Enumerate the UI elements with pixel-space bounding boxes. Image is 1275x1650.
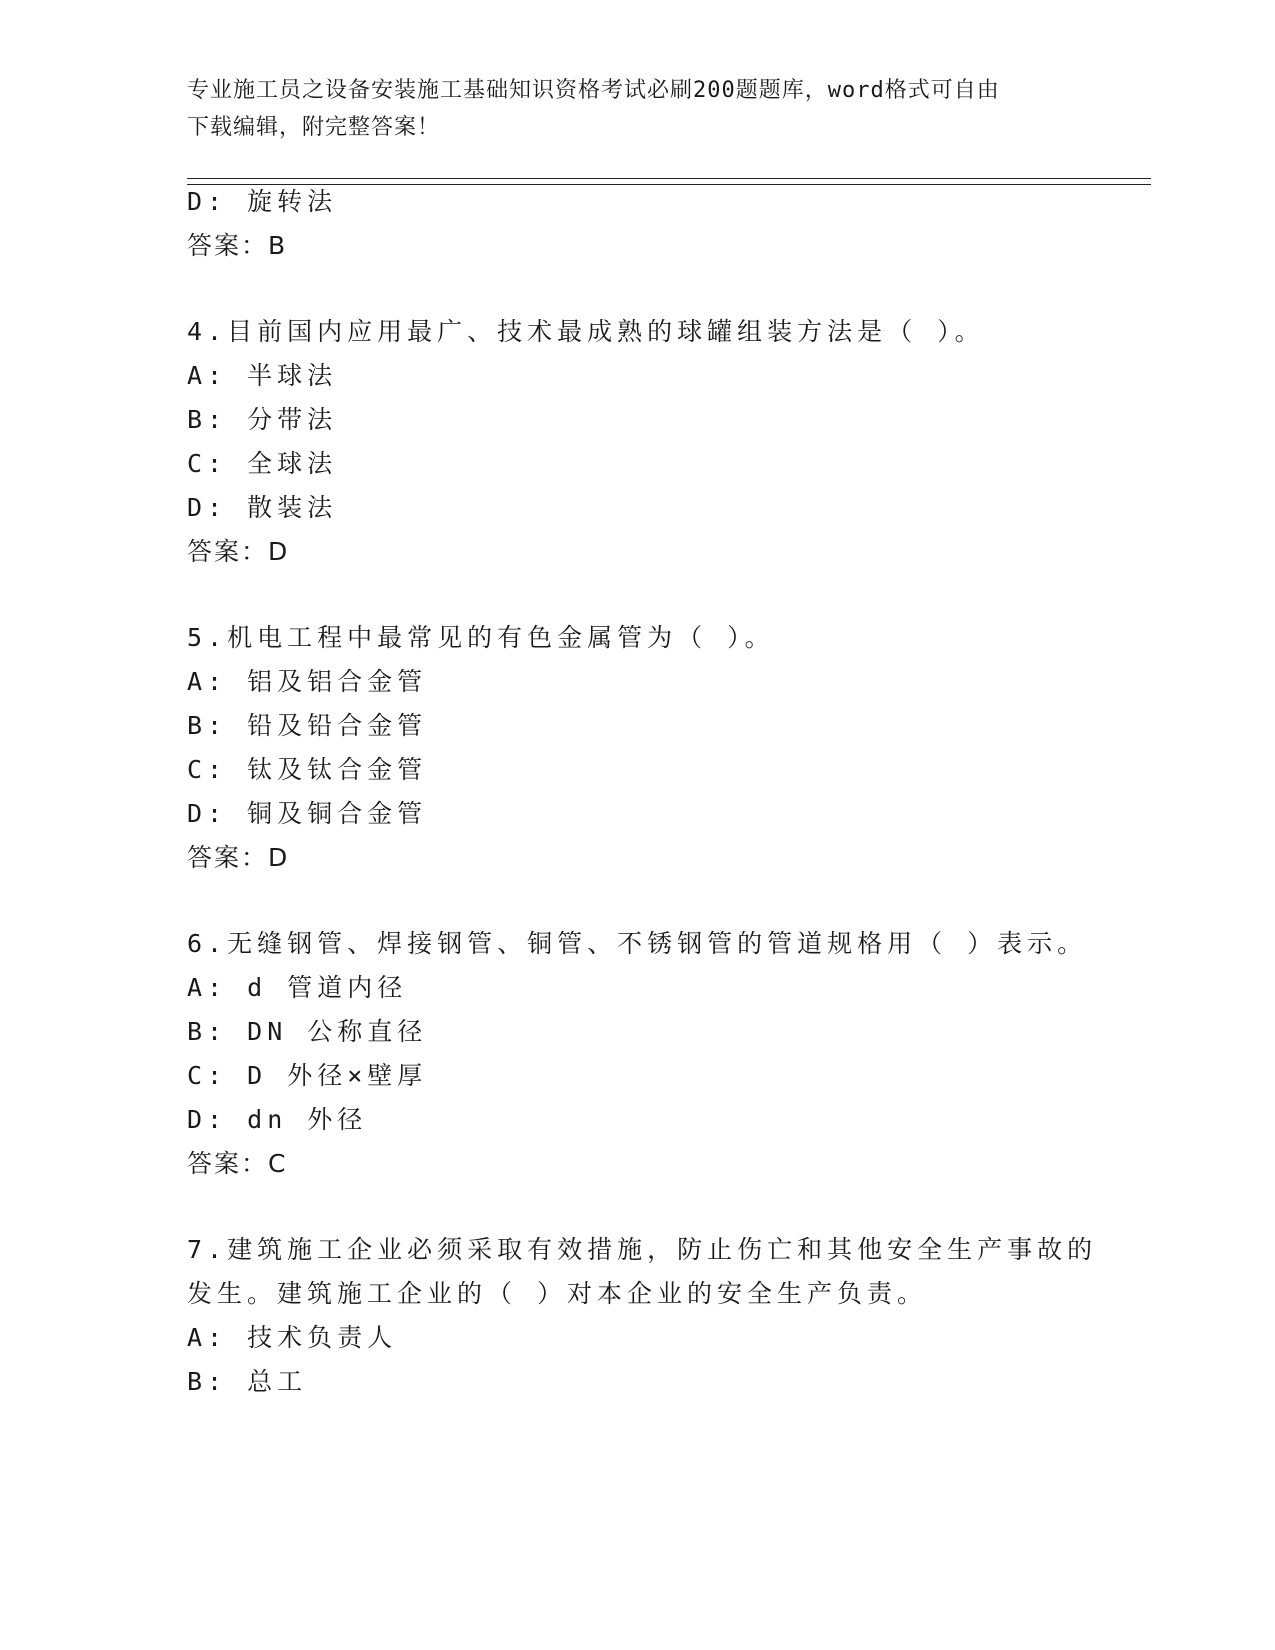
q5-option-d: D: 铜及铜合金管 <box>187 799 428 828</box>
q7-option-b: B: 总工 <box>187 1367 308 1396</box>
q5-answer: 答案：D <box>187 843 290 872</box>
q6-option-d: D: dn 外径 <box>187 1105 368 1134</box>
q5-option-a: A: 铝及铝合金管 <box>187 667 428 696</box>
q7-stem-line-1: 7.建筑施工企业必须采取有效措施，防止伤亡和其他安全生产事故的 <box>187 1235 1098 1264</box>
q4-option-a: A: 半球法 <box>187 361 338 390</box>
q4-option-b: B: 分带法 <box>187 405 338 434</box>
q4-option-d: D: 散装法 <box>187 493 338 522</box>
q6-option-a: A: d 管道内径 <box>187 973 408 1002</box>
header-title-line-1: 专业施工员之设备安装施工基础知识资格考试必刷200题题库，word格式可自由 <box>187 78 1000 103</box>
prev-answer: 答案：B <box>187 231 288 260</box>
q7-option-a: A: 技术负责人 <box>187 1323 398 1352</box>
q5-stem: 5.机电工程中最常见的有色金属管为（ ）。 <box>187 623 775 652</box>
prev-option-d: D: 旋转法 <box>187 187 338 216</box>
q6-answer: 答案：C <box>187 1149 288 1178</box>
q5-option-b: B: 铅及铅合金管 <box>187 711 428 740</box>
q6-stem: 6.无缝钢管、焊接钢管、铜管、不锈钢管的管道规格用（ ）表示。 <box>187 929 1088 958</box>
page-header <box>187 72 1067 146</box>
q6-option-b: B: DN 公称直径 <box>187 1017 428 1046</box>
header-title-line-2: 下载编辑，附完整答案！ <box>187 115 441 140</box>
q7-stem-line-2: 发生。建筑施工企业的（ ）对本企业的安全生产负责。 <box>187 1279 928 1308</box>
q4-option-c: C: 全球法 <box>187 449 338 478</box>
q4-answer: 答案：D <box>187 537 290 566</box>
q6-option-c: C: D 外径×壁厚 <box>187 1061 428 1090</box>
q4-stem: 4.目前国内应用最广、技术最成熟的球罐组装方法是（ ）。 <box>187 317 985 346</box>
q5-option-c: C: 钛及钛合金管 <box>187 755 428 784</box>
